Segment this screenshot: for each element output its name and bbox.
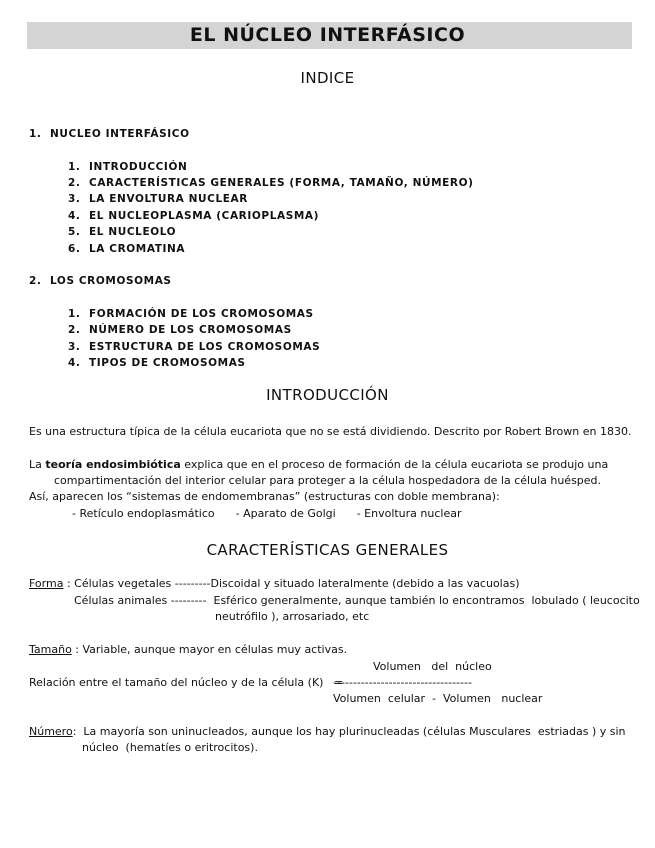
- numero-line-2: núcleo (hematíes o eritrocitos).: [82, 741, 258, 754]
- toc-item: 1. INTRODUCCIÓN: [68, 161, 188, 173]
- toc-item: 3. LA ENVOLTURA NUCLEAR: [68, 193, 248, 205]
- fraction-bar: -----------------------------------: [333, 676, 472, 689]
- numero-label: Número: [29, 725, 73, 738]
- forma-line-3: neutrófilo ), arrosariado, etc: [215, 610, 370, 623]
- toc-section-number: 2.: [29, 275, 42, 287]
- toc-section-label: NUCLEO INTERFÁSICO: [50, 128, 190, 140]
- index-heading: INDICE: [300, 69, 355, 87]
- intro-paragraph-2: La teoría endosimbiótica explica que en el proceso de formación de la célula eucariota se produjo una: [29, 458, 609, 471]
- tamano-label: Tamaño: [29, 643, 72, 656]
- ratio-label: Relación entre el tamaño del núcleo y de la célula (K) =: [29, 676, 344, 689]
- forma-line-2: Células animales --------- Esférico generalmente, aunque también lo encontramos lobulado ( leucocito: [74, 594, 640, 607]
- toc-item: 2. NÚMERO DE LOS CROMOSOMAS: [68, 324, 292, 336]
- bold-term: teoría endosimbiótica: [45, 458, 181, 471]
- intro-paragraph-2-line-2: compartimentación del interior celular para proteger a la célula hospedadora de la célula huésped.: [54, 474, 602, 487]
- endomembrane-list: - Retículo endoplasmático - Aparato de Golgi - Envoltura nuclear: [72, 507, 462, 520]
- toc-item: 1. FORMACIÓN DE LOS CROMOSOMAS: [68, 308, 314, 320]
- toc-item: 2. CARACTERÍSTICAS GENERALES (FORMA, TAMAÑO, NÚMERO): [68, 177, 474, 189]
- toc-item: 5. EL NUCLEOLO: [68, 226, 177, 238]
- forma-line-1: Forma : Células vegetales ---------Discoidal y situado lateralmente (debido a las vacuolas): [29, 577, 520, 590]
- forma-label: Forma: [29, 577, 64, 590]
- intro-paragraph-1: Es una estructura típica de la célula eucariota que no se está dividiendo. Descrito por Robert Brown en 1830.: [29, 425, 632, 438]
- tamano-line: Tamaño : Variable, aunque mayor en células muy activas.: [29, 643, 348, 656]
- toc-section-label: LOS CROMOSOMAS: [50, 275, 172, 287]
- toc-item: 4. TIPOS DE CROMOSOMAS: [68, 357, 246, 369]
- toc-item: 4. EL NUCLEOPLASMA (CARIOPLASMA): [68, 210, 320, 222]
- toc-item: 6. LA CROMATINA: [68, 243, 186, 255]
- toc-item: 3. ESTRUCTURA DE LOS CROMOSOMAS: [68, 341, 321, 353]
- fraction-numerator: Volumen del núcleo: [373, 660, 492, 673]
- page-title: EL NÚCLEO INTERFÁSICO: [189, 24, 466, 46]
- numero-line-1: Número: La mayoría son uninucleados, aunque los hay plurinucleadas (células Musculares estriadas ) y sin: [29, 725, 626, 738]
- general-heading: CARACTERÍSTICAS GENERALES: [206, 541, 449, 559]
- toc-section-1: [29, 128, 190, 140]
- toc-section-number: 1.: [29, 128, 42, 140]
- fraction-denominator: Volumen celular - Volumen nuclear: [333, 692, 543, 705]
- toc-section-2: [29, 275, 172, 287]
- intro-paragraph-3: Así, aparecen los “sistemas de endomembranas” (estructuras con doble membrana):: [29, 490, 500, 503]
- intro-heading: INTRODUCCIÓN: [266, 386, 389, 404]
